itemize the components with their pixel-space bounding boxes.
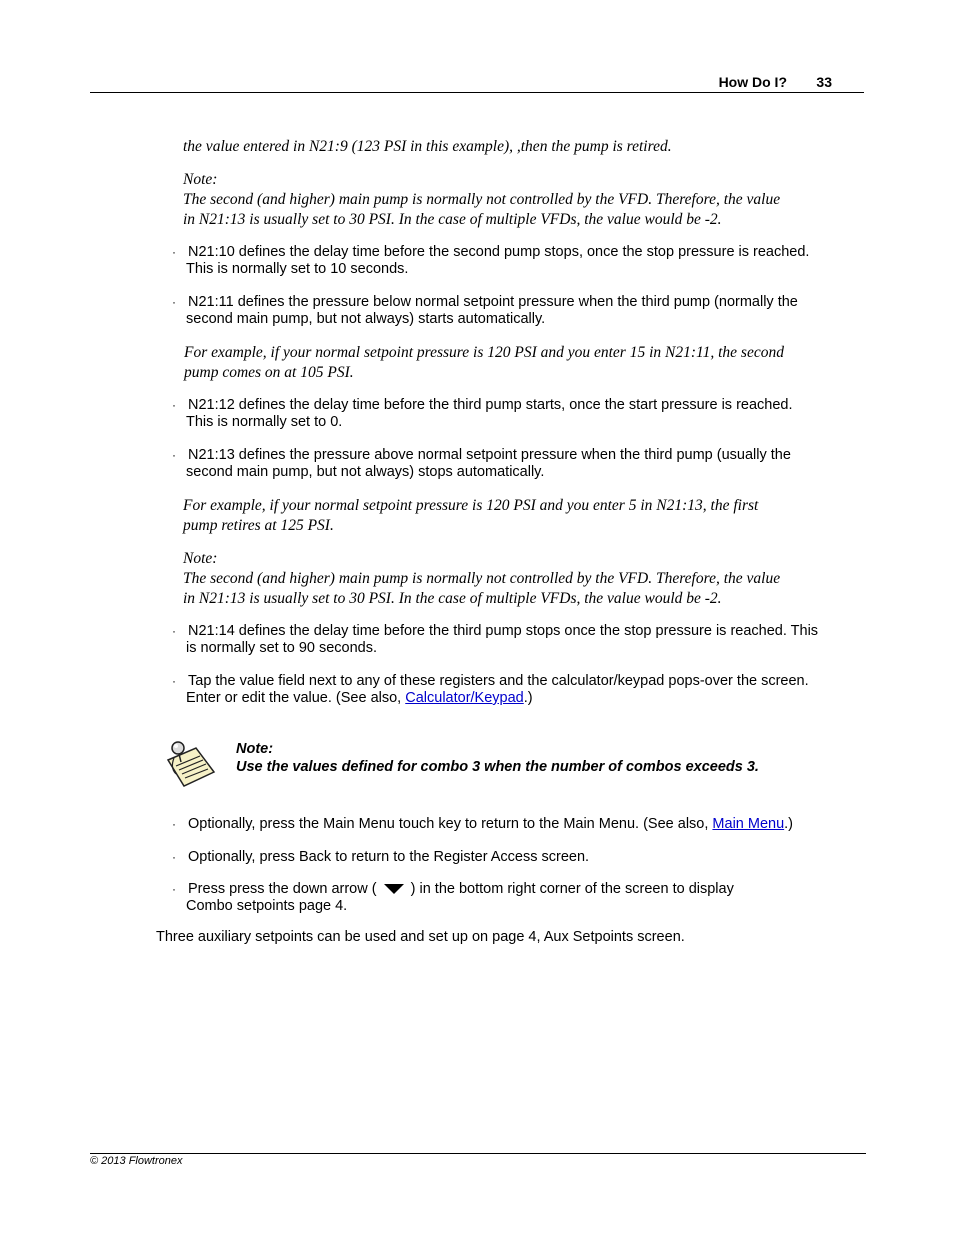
list-item bbox=[172, 816, 793, 833]
list-item bbox=[172, 881, 734, 915]
note-text: Use the values defined for combo 3 when the number of combos exceeds 3. bbox=[236, 759, 759, 775]
text-segment: Press press the down arrow ( bbox=[188, 881, 377, 897]
note-pin-icon bbox=[162, 738, 218, 788]
calculator-keypad-link[interactable]: Calculator/Keypad bbox=[405, 690, 524, 706]
text-segment: ) in the bottom right corner of the screen to display bbox=[410, 881, 734, 897]
text-segment: Optionally, press the Main Menu touch key to return to the Main Menu. (See also, bbox=[188, 816, 713, 832]
italic-example bbox=[184, 343, 784, 383]
list-item bbox=[172, 849, 589, 866]
text-line: in N21:13 is usually set to 30 PSI. In the case of multiple VFDs, the value would be -2. bbox=[183, 590, 722, 607]
bullet-marker: · bbox=[172, 674, 176, 688]
bullet-marker: · bbox=[172, 850, 176, 864]
bullet-marker: · bbox=[172, 882, 176, 896]
text-line bbox=[172, 690, 809, 707]
text-line: second main pump, but not always) starts automatically. bbox=[186, 311, 546, 327]
text-line: pump retires at 125 PSI. bbox=[183, 517, 334, 534]
list-item bbox=[172, 623, 818, 657]
text-segment: .) bbox=[523, 690, 533, 706]
text-line: N21:12 defines the delay time before the third pump starts, once the start pressure is reached. bbox=[188, 397, 793, 413]
text-line bbox=[172, 881, 734, 898]
text-line: Optionally, press Back to return to the Register Access screen. bbox=[188, 849, 590, 865]
text-line: N21:11 defines the pressure below normal setpoint pressure when the third pump (normally the bbox=[188, 294, 798, 310]
list-item bbox=[172, 294, 798, 328]
text-line: Combo setpoints page 4. bbox=[186, 898, 348, 914]
text-line: The second (and higher) main pump is normally not controlled by the VFD. Therefore, the value bbox=[183, 191, 781, 208]
text-line: N21:10 defines the delay time before the second pump stops, once the stop pressure is reached. bbox=[188, 244, 810, 260]
italic-paragraph bbox=[183, 137, 672, 157]
list-item bbox=[172, 447, 791, 481]
text-line: For example, if your normal setpoint pressure is 120 PSI and you enter 15 in N21:11, the second bbox=[184, 344, 784, 361]
list-item bbox=[172, 244, 809, 278]
note-label: Note: bbox=[183, 550, 218, 567]
page-footer bbox=[90, 1153, 866, 1167]
text-line: This is normally set to 10 seconds. bbox=[186, 261, 409, 277]
down-arrow-icon bbox=[384, 884, 404, 894]
bullet-marker: · bbox=[172, 817, 176, 831]
body-paragraph: Three auxiliary setpoints can be used and set up on page 4, Aux Setpoints screen. bbox=[156, 929, 685, 945]
bullet-marker: · bbox=[172, 398, 176, 412]
text-line: N21:14 defines the delay time before the third pump stops once the stop pressure is reached. This bbox=[188, 623, 819, 639]
text-segment: .) bbox=[784, 816, 794, 832]
list-item bbox=[172, 397, 793, 431]
text-line: pump comes on at 105 PSI. bbox=[184, 364, 354, 381]
text-line: the value entered in N21:9 (123 PSI in this example), ,then the pump is retired. bbox=[183, 138, 672, 155]
text-segment: Enter or edit the value. (See also, bbox=[186, 690, 406, 706]
note-callout bbox=[236, 740, 759, 776]
bullet-marker: · bbox=[172, 624, 176, 638]
text-line: is normally set to 90 seconds. bbox=[186, 640, 378, 656]
note-label: Note: bbox=[183, 171, 218, 188]
italic-example bbox=[183, 496, 758, 536]
italic-note bbox=[183, 170, 780, 230]
text-line: This is normally set to 0. bbox=[186, 414, 343, 430]
text-line: For example, if your normal setpoint pressure is 120 PSI and you enter 5 in N21:13, the first bbox=[183, 497, 759, 514]
main-menu-link[interactable]: Main Menu bbox=[712, 816, 785, 832]
page-number: 33 bbox=[816, 74, 832, 90]
list-item bbox=[172, 673, 809, 707]
text-line: second main pump, but not always) stops automatically. bbox=[186, 464, 545, 480]
text-line: The second (and higher) main pump is normally not controlled by the VFD. Therefore, the value bbox=[183, 570, 781, 587]
header-title: How Do I? bbox=[718, 74, 787, 90]
note-title: Note: bbox=[236, 741, 274, 757]
text-line: Tap the value field next to any of these registers and the calculator/keypad pops-over the screen. bbox=[188, 673, 809, 689]
bullet-marker: · bbox=[172, 245, 176, 259]
page-header bbox=[90, 72, 864, 93]
copyright: © 2013 Flowtronex bbox=[90, 1155, 183, 1167]
text-line: N21:13 defines the pressure above normal setpoint pressure when the third pump (usually the bbox=[188, 447, 791, 463]
bullet-marker: · bbox=[172, 295, 176, 309]
bullet-marker: · bbox=[172, 448, 176, 462]
text-line bbox=[172, 816, 793, 833]
text-line: in N21:13 is usually set to 30 PSI. In the case of multiple VFDs, the value would be -2. bbox=[183, 211, 722, 228]
italic-note bbox=[183, 549, 780, 609]
